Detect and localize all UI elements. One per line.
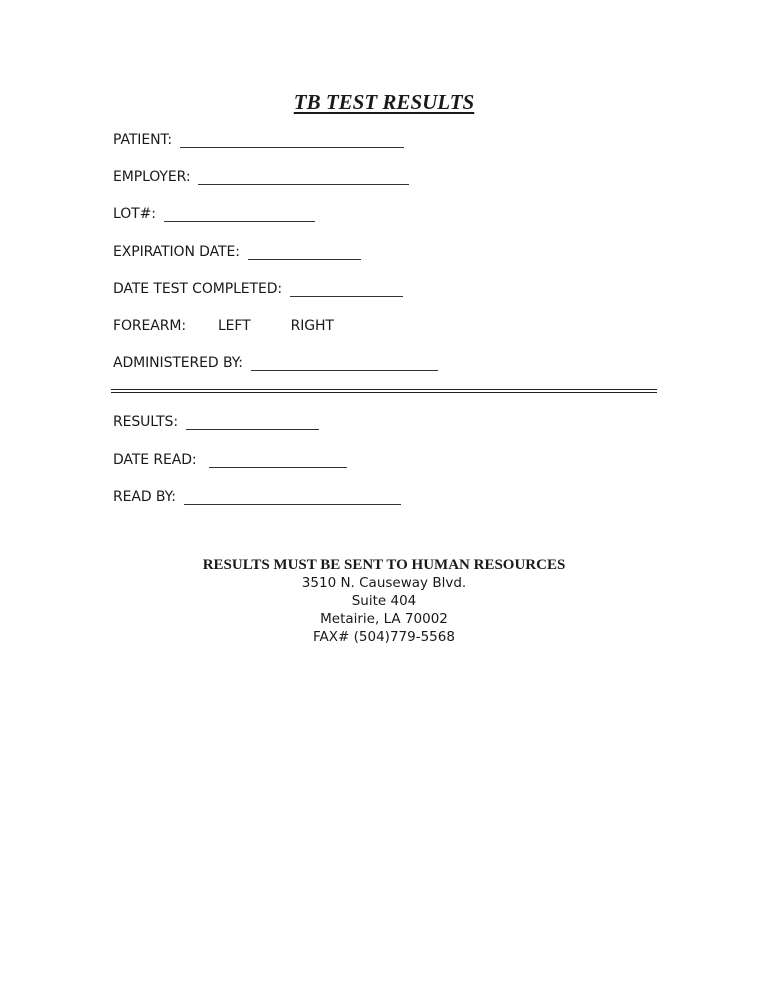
address-line-2: Suite 404 <box>351 593 417 609</box>
read-by-blank[interactable] <box>184 490 401 505</box>
form-title: TB TEST RESULTS <box>293 90 475 114</box>
address-line-1: 3510 N. Causeway Blvd. <box>301 575 467 591</box>
read-by-field <box>113 489 401 505</box>
expiration-date-blank[interactable] <box>248 245 361 260</box>
fax-number: FAX# (504)779-5568 <box>313 629 455 645</box>
results-blank[interactable] <box>186 415 319 430</box>
forearm-option-left[interactable]: LEFT <box>217 318 251 334</box>
employer-field <box>113 169 409 185</box>
read-by-label: READ BY: <box>113 489 176 505</box>
patient-blank[interactable] <box>180 133 404 148</box>
expiration-date-field <box>113 244 361 260</box>
employer-blank[interactable] <box>198 170 409 185</box>
date-read-blank[interactable] <box>209 453 347 468</box>
date-test-completed-label: DATE TEST COMPLETED: <box>113 281 283 297</box>
lot-label: LOT#: <box>113 206 156 222</box>
date-read-field <box>113 452 347 468</box>
results-field <box>113 414 319 430</box>
lot-blank[interactable] <box>164 207 315 222</box>
forearm-option-right[interactable]: RIGHT <box>290 318 334 334</box>
administered-by-blank[interactable] <box>251 356 438 371</box>
patient-field <box>113 132 404 148</box>
expiration-date-label: EXPIRATION DATE: <box>113 244 240 260</box>
forearm-field <box>113 318 334 334</box>
date-read-label: DATE READ: <box>113 452 197 468</box>
address-line-3: Metairie, LA 70002 <box>320 611 448 627</box>
results-label: RESULTS: <box>113 414 178 430</box>
date-test-completed-blank[interactable] <box>290 282 403 297</box>
employer-label: EMPLOYER: <box>113 169 191 185</box>
patient-label: PATIENT: <box>113 132 172 148</box>
footer <box>0 556 768 646</box>
section-divider <box>111 389 657 393</box>
administered-by-label: ADMINISTERED BY: <box>113 355 243 371</box>
date-test-completed-field <box>113 281 403 297</box>
footer-notice: RESULTS MUST BE SENT TO HUMAN RESOURCES <box>202 557 566 573</box>
administered-by-field <box>113 355 438 371</box>
forearm-label: FOREARM: <box>113 318 186 334</box>
lot-field <box>113 206 315 222</box>
